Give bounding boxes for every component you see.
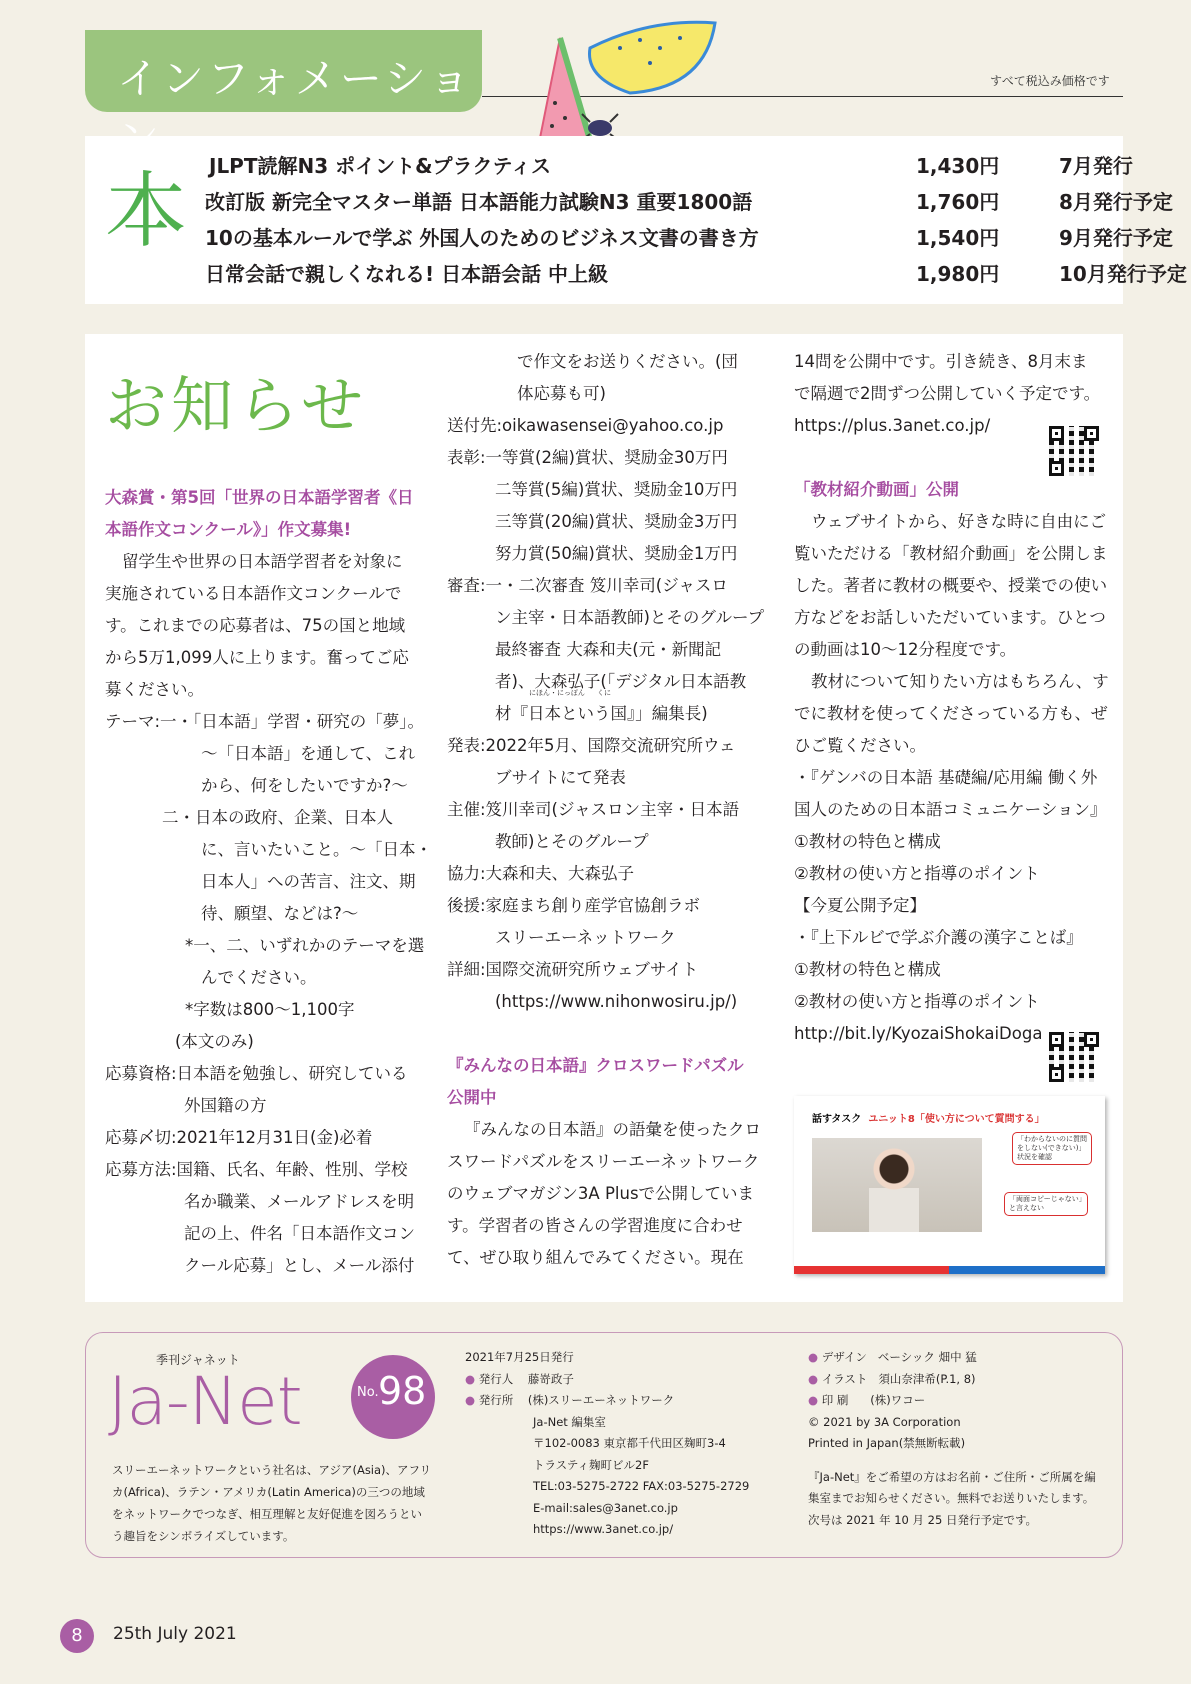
credit-line: ● デザイン ベーシック 畑中 猛 [808,1350,977,1364]
paragraph-line: す。これまでの応募者は、75の国と地域 [105,616,406,635]
issue-number-label: No. [357,1385,379,1400]
theme-line: 待、願望、などは?〜 [201,904,359,923]
article-heading: 大森賞・第5回「世界の日本語学習者《日 [105,488,414,507]
issue-number-value: 98 [378,1369,427,1413]
note-line: (本文のみ) [175,1032,254,1051]
theme-line: に、言いたいこと。〜「日本・ [201,840,432,859]
paragraph-line: て、ぜひ取り組んでみてください。現在 [447,1248,744,1267]
notice-column-1 [105,482,432,1282]
publisher-line: ● 発行人 藤嵜政子 [465,1371,574,1386]
teacher-illustration [869,1148,919,1232]
note-line: *一、二、いずれかのテーマを選 [185,936,425,955]
paragraph-line: 実施されている日本語作文コンクールで [105,584,402,603]
page-number: 8 [60,1619,94,1653]
paragraph-line: から5万1,099人に上ります。奮ってご応 [105,648,409,667]
book-release-date: 7月発行 [1059,154,1133,178]
section-tab-information: インフォメーショ [85,30,482,112]
credit-line: ● 印 刷 (株)ワコー [808,1393,926,1407]
theme-line: 二・日本の政府、企業、日本人 [162,808,393,827]
organizer-line: 主催:笈川幸司(ジャスロン主宰・日本語 [447,800,740,819]
send-to-line: 送付先:oikawasensei@yahoo.co.jp [447,416,724,435]
office-line: ● 発行所 (株)スリーエーネットワーク [465,1393,675,1407]
upcoming-heading: 【今夏公開予定】 [794,896,926,915]
book-title: 日常会話で親しくなれる! 日本語会話 中上級 [205,262,609,286]
paragraph-line: で隔週で2問ずつ公開していく予定です。 [794,384,1101,403]
details-line: 詳細:国際交流研究所ウェブサイト [447,960,699,979]
theme-line: 〜「日本語」を通して、これ [201,744,416,763]
eligibility-line: 外国籍の方 [184,1096,267,1115]
magazine-kanji-title: 季刊ジャネット [156,1353,240,1367]
subscription-note: 次号は 2021 年 10 月 25 日発行予定です。 [808,1512,1038,1527]
judge-line-text: 材『日本という国』」編集長) [495,704,708,723]
publication-info [465,1347,749,1541]
paragraph-line: 留学生や世界の日本語学習者を対象に [122,552,403,571]
application-line: 名か職業、メールアドレスを明 [184,1192,415,1211]
note-line: んでください。 [201,968,317,987]
subscription-note: 『Ja-Net』をご希望の方はお名前・ご住所・ご所属を編 [808,1469,1096,1484]
award-line: 表彰:一等賞(2編)賞状、奨励金30万円 [447,448,728,467]
award-line: 努力賞(50編)賞状、奨励金1万円 [495,544,738,563]
book-row [209,150,1133,185]
book-row [205,258,1187,293]
paragraph-line: でに教材を使ってくださっている方も、ぜ [794,704,1108,723]
paragraph-line: 体応募も可) [517,384,606,403]
textbook-line: 国人のための日本語コミュニケーション』 [794,800,1107,819]
price-note: すべて税込み価格です [990,74,1110,88]
paragraph-line: 方などをお話しいただいています。ひとつ [794,608,1106,627]
theme-line: から、何をしたいですか?〜 [201,776,408,795]
article-heading: 『みんなの日本語』クロスワードパズル [447,1056,744,1075]
organizer-line: 教師)とそのグループ [495,832,649,851]
office-line: Ja-Net 編集室 [533,1414,606,1429]
video-item: ①教材の特色と構成 [794,832,941,851]
book-price: 1,980円 [916,262,1000,286]
copyright: © 2021 by 3A Corporation [808,1414,961,1429]
office-email[interactable]: E-mail:sales@3anet.co.jp [533,1500,678,1515]
book-price: 1,760円 [916,190,1000,214]
book-price: 1,540円 [916,226,1000,250]
watermelon-illustration [530,18,730,148]
theme-line: テーマ:一・「日本語」学習・研究の「夢」。 [105,712,425,731]
paragraph-line: す。学習者の皆さんの学習進度に合わせ [447,1216,743,1235]
book-title: JLPT読解N3 ポイント&プラクティス [209,154,551,178]
judge-line: 者)、大森弘子(「デジタル日本語教 [495,672,747,691]
issue-date: 2021年7月25日発行 [465,1350,574,1364]
notice-column-2 [447,328,764,1274]
theme-line: 日本人」への苦言、注文、期 [201,872,416,891]
award-line: 二等賞(5編)賞状、奨励金10万円 [495,480,738,499]
book-price: 1,430円 [916,154,1000,178]
book-row [205,222,1173,257]
paragraph-line: 『みんなの日本語』の語彙を使ったクロ [464,1120,761,1139]
paragraph-line: で作文をお送りください。(団 [517,352,738,371]
deadline-line: 応募〆切:2021年12月31日(金)必着 [105,1128,373,1147]
paragraph-line: した。著者に教材の概要や、授業での使い [794,576,1108,595]
application-line: 記の上、件名「日本語作文コン [184,1224,415,1243]
new-books-box [85,136,1187,304]
video-url[interactable]: http://bit.ly/KyozaiShokaiDoga [794,1024,1043,1043]
office-address: 〒102-0083 東京都千代田区麹町3-4 [533,1436,726,1450]
judge-line [447,689,764,730]
qr-code-icon[interactable] [1049,1032,1099,1082]
judge-line: 審査:一・二次審査 笈川幸司(ジャスロ [447,576,728,595]
announce-line: 発表:2022年5月、国際交流研究所ウェ [447,736,736,755]
paragraph-line: スワードパズルをスリーエーネットワーク [447,1152,760,1171]
video-item: ①教材の特色と構成 [794,960,941,979]
qr-code-icon[interactable] [1049,426,1099,476]
book-release-date: 8月発行予定 [1059,190,1173,214]
book-release-date: 10月発行予定 [1059,262,1187,286]
paragraph-line: 教材について知りたい方はもちろん、す [811,672,1109,691]
puzzle-url[interactable]: https://plus.3anet.co.jp/ [794,416,991,435]
ruby-text: くに [597,689,611,697]
application-line: クール応募」とし、メール添付 [184,1256,415,1275]
paragraph-line: のウェブマガジン3A Plusで公開していま [447,1184,755,1203]
support-line: スリーエーネットワーク [495,928,676,947]
page-date: 25th July 2021 [113,1624,237,1644]
company-description: スリーエーネットワークという社名は、アジア(Asia)、アフリカ(Africa)、ラテン・アメリカ(Latin America)の三つの地域をネットワークでつなぎ、相互理解と友好促進を図ろうという趣旨をシンボライズしています。 [112,1463,432,1543]
note-line: *字数は800〜1,100字 [185,1000,355,1019]
book-title: 改訂版 新完全マスター単語 日本語能力試験N3 重要1800語 [205,190,753,214]
article-heading: 本語作文コンクール》」作文募集! [105,520,352,539]
book-release-date: 9月発行予定 [1059,226,1173,250]
video-thumbnail[interactable] [794,1096,1105,1274]
spacer [447,1018,764,1050]
office-address: トラスティ麹町ビル2F [533,1457,649,1472]
award-line: 三等賞(20編)賞状、奨励金3万円 [495,512,738,531]
cooperation-line: 協力:大森和夫、大森弘子 [447,864,635,883]
article-heading: 「教材紹介動画」公開 [794,480,959,499]
colophon-box [85,1332,1123,1558]
judge-line: 最終審査 大森和夫(元・新聞記 [495,640,722,659]
office-website[interactable]: https://www.3anet.co.jp/ [533,1522,674,1536]
speech-bubble: 「両面コピーじゃない」と言えない [1004,1192,1088,1216]
judge-line: ン主宰・日本語教師)とそのグループ [495,608,765,627]
application-line: 応募方法:国籍、氏名、年齢、性別、学校 [105,1160,408,1179]
book-kanji-icon: 本 [105,164,188,259]
credits-info [808,1347,1096,1531]
notice-heading: お知らせ [105,369,368,442]
eligibility-line: 応募資格:日本語を勉強し、研究している [105,1064,408,1083]
issue-number-badge [351,1355,435,1439]
spacer [808,1455,1096,1467]
paragraph-line: 14問を公開中です。引き続き、8月末ま [794,352,1088,371]
magazine-logo: Ja-Net [108,1363,302,1440]
paragraph-line: ウェブサイトから、好きな時に自由にご [811,512,1107,531]
subscription-note: 集室までお知らせください。無料でお送りいたします。 [808,1491,1095,1505]
announce-line: ブサイトにて発表 [495,768,626,787]
book-title: 10の基本ルールで学ぶ 外国人のためのビジネス文書の書き方 [205,226,759,250]
video-header: 話すタスク ユニット8「使い方について質問する」 [812,1114,1045,1125]
paragraph-line: 覧いただける「教材紹介動画」を公開しま [794,544,1108,563]
paragraph-line: ひご覧ください。 [794,736,926,755]
article-heading: 公開中 [447,1088,497,1107]
video-item: ②教材の使い方と指導のポイント [794,864,1040,883]
paragraph-line: の動画は10〜12分程度です。 [794,640,1017,659]
textbook-line: ・『ゲンバの日本語 基礎編/応用編 働く外 [794,768,1098,787]
details-url[interactable]: (https://www.nihonwosiru.jp/) [495,992,738,1011]
book-row [205,186,1173,221]
support-line: 後援:家庭まち創り産学官協創ラボ [447,896,701,915]
paragraph-line: 募ください。 [105,680,204,699]
office-phone: TEL:03-5275-2722 FAX:03-5275-2729 [533,1479,750,1493]
textbook-line: ・『上下ルビで学ぶ介護の漢字ことば』 [794,928,1083,947]
video-item: ②教材の使い方と指導のポイント [794,992,1040,1011]
ruby-text: にほん・にっぽん [529,689,585,697]
speech-bubble: 「わからないのに質問をしない(できない)」状況を確認 [1012,1132,1092,1165]
credit-line: ● イラスト 須山奈津希(P.1, 8) [808,1371,976,1386]
printed-note: Printed in Japan(禁無断転載) [808,1436,966,1450]
